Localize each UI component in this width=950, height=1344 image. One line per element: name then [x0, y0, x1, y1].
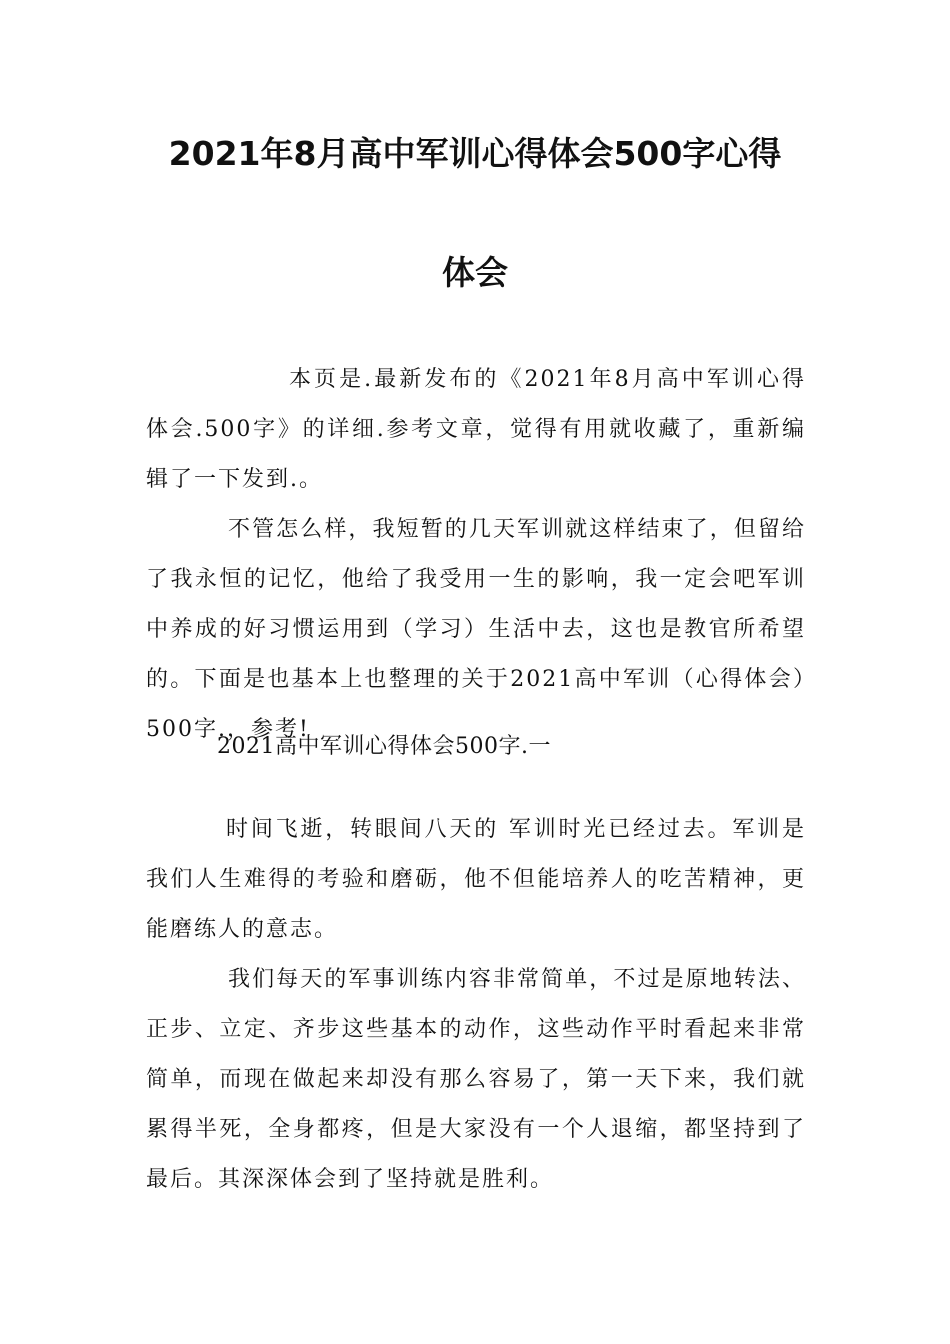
- document-title-line-1: 2021年8月高中军训心得体会500字心得: [168, 134, 782, 173]
- paragraph-summary: 不管怎么样，我短暂的几天军训就这样结束了，但留给了我永恒的记忆，他给了我受用一生的影响，我一定会吧军训中养成的好习惯运用到（学习）生活中去，这也是教官所希望的。下面是也基本上也整理的关于2021高中军训（心得体会）500字.，参考!: [146, 517, 806, 742]
- section-heading: 2021高中军训心得体会500字.一: [217, 734, 551, 759]
- paragraph-body-1: 时间飞逝，转眼间八天的 军训时光已经过去。军训是我们人生难得的考验和磨砺，他不但能培养人的吃苦精神，更能磨练人的意志。: [146, 817, 806, 942]
- paragraph-body-2: 我们每天的军事训练内容非常简单，不过是原地转法、正步、立定、齐步这些基本的动作，这些动作平时看起来非常简单，而现在做起来却没有那么容易了，第一天下来，我们就累得半死，全身都疼，但是大家没有一个人退缩，都坚持到了最后。其深深体会到了坚持就是胜利。: [146, 967, 806, 1192]
- document-title-line-2: 体会: [442, 253, 508, 292]
- paragraph-intro: 本页是.最新发布的《2021年8月高中军训心得体会.500字》的详细.参考文章，觉得有用就收藏了，重新编辑了一下发到.。: [146, 367, 806, 492]
